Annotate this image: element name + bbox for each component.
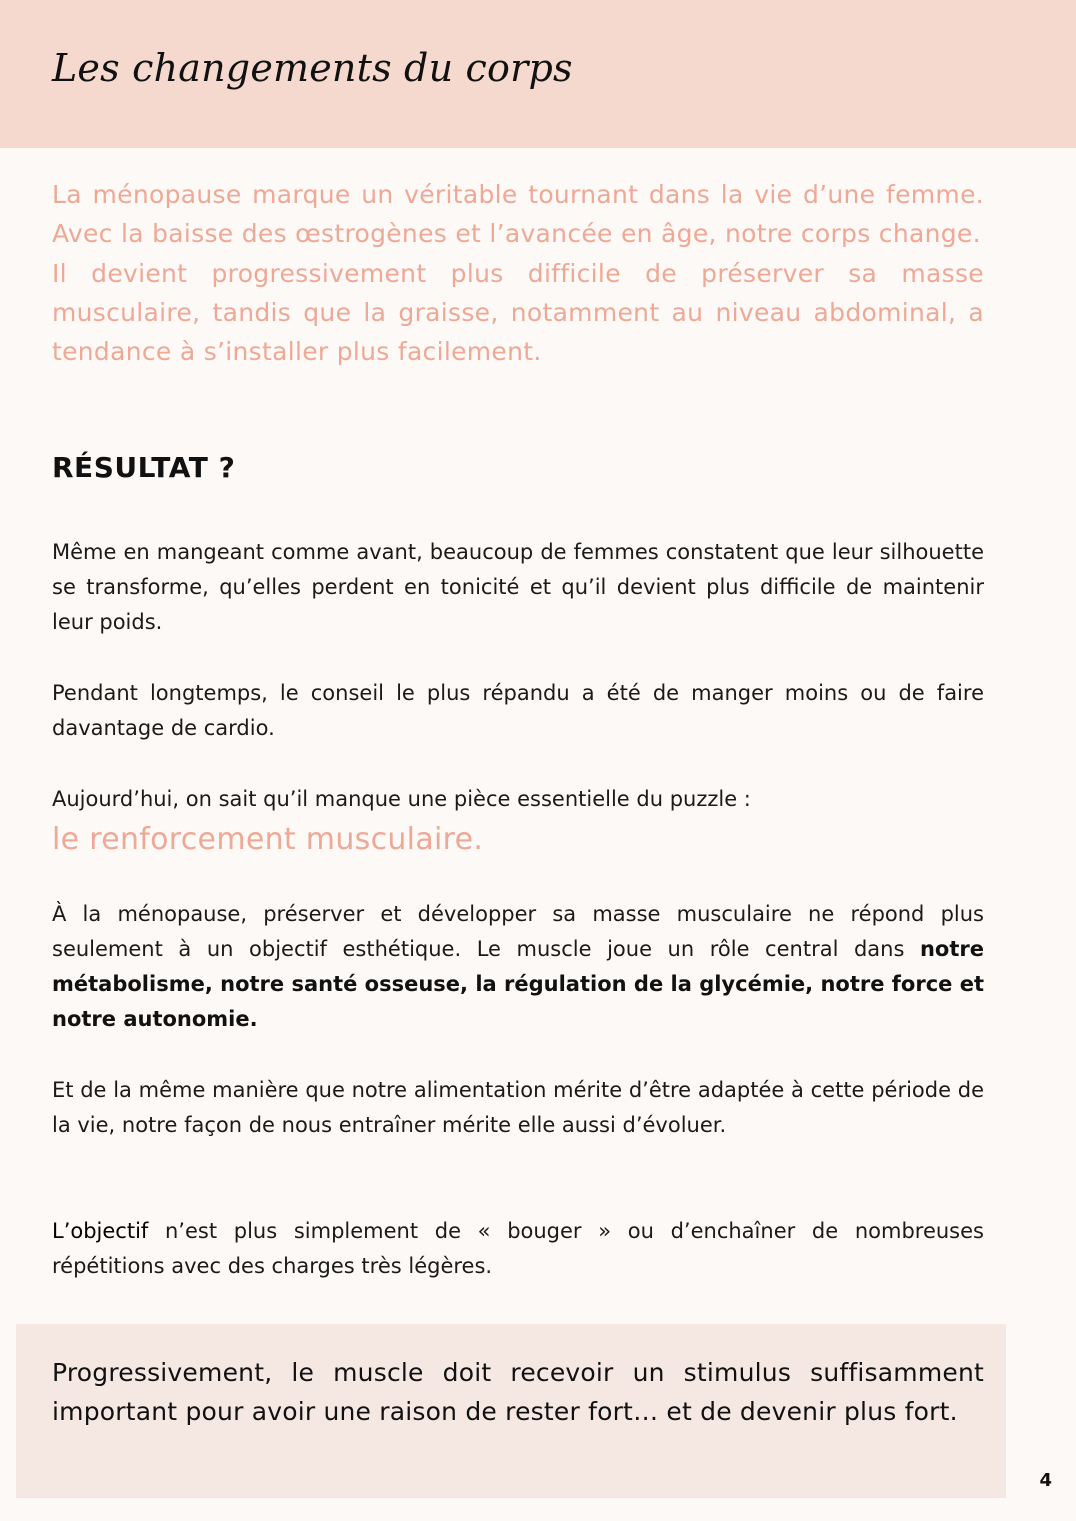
- callout-box: [16, 1324, 1006, 1498]
- body-paragraph-3: Aujourd’hui, on sait qu’il manque une pièce essentielle du puzzle :: [52, 787, 751, 811]
- body-paragraph-4: [52, 897, 984, 1037]
- page-number: 4: [1039, 1470, 1052, 1491]
- intro-block: [52, 175, 984, 371]
- body-paragraph-4-emphasis: notre métabolisme, notre santé osseuse, la régulation de la glycémie, notre force et notre autonomie.: [52, 937, 984, 1031]
- intro-paragraph-1: La ménopause marque un véritable tournant dans la vie d’une femme. Avec la baisse des œstrogènes et l’avancée en âge, notre corps change.: [52, 180, 984, 249]
- highlight-phrase: le renforcement musculaire.: [52, 822, 484, 857]
- body-paragraph-1: Même en mangeant comme avant, beaucoup de femmes constatent que leur silhouette se transforme, qu’elles perdent en tonicité et qu’il devient plus difficile de maintenir leur poids.: [52, 540, 984, 634]
- callout-text: Progressivement, le muscle doit recevoir un stimulus suffisamment important pour avoir une raison de rester fort… et de devenir plus fort.: [52, 1358, 984, 1427]
- body-paragraph-2: Pendant longtemps, le conseil le plus répandu a été de manger moins ou de faire davantage de cardio.: [52, 681, 984, 740]
- body-paragraph-6: [52, 1214, 984, 1284]
- body-paragraph-6-text: n’est plus simplement de « bouger » ou d’enchaîner de nombreuses répétitions avec des charges très légères.: [52, 1219, 984, 1278]
- page-title: Les changements du corps: [52, 46, 573, 90]
- body-paragraph-5: Et de la même manière que notre alimentation mérite d’être adaptée à cette période de la vie, notre façon de nous entraîner mérite elle aussi d’évoluer.: [52, 1078, 984, 1137]
- section-heading: RÉSULTAT ?: [52, 451, 236, 484]
- header-banner: [0, 0, 1076, 148]
- body-paragraph-6-emphasis: L’objectif: [52, 1219, 149, 1243]
- body-paragraph-4-text: À la ménopause, préserver et développer sa masse musculaire ne répond plus seulement à un objectif esthétique. Le muscle joue un rôle central dans: [52, 902, 984, 961]
- intro-paragraph-2: Il devient progressivement plus difficile de préserver sa masse musculaire, tandis que la graisse, notamment au niveau abdominal, a tendance à s’installer plus facilement.: [52, 258, 984, 367]
